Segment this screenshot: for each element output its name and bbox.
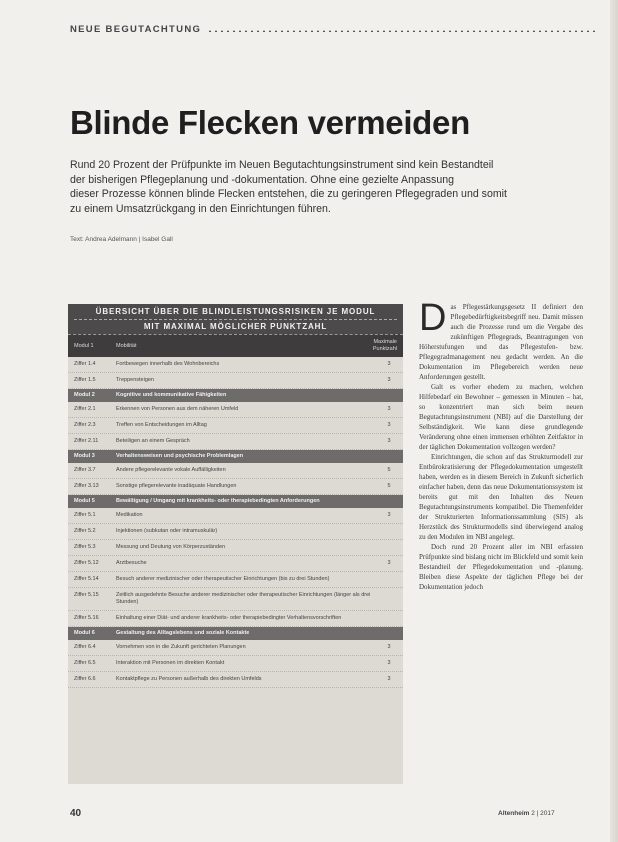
item-label: Messung und Deutung von Körperzuständen: [116, 544, 226, 550]
item-label: Erkennen von Personen aus dem näheren Umfeld: [116, 406, 239, 412]
item-points: 3: [387, 660, 391, 666]
table-row: [68, 479, 403, 495]
item-label: Einhaltung einer Diät- und anderer krankheits- oder therapiebedingter Verhaltensvorschriften: [116, 615, 342, 621]
item-points: 3: [387, 361, 391, 367]
article-title: Blinde Flecken vermeiden: [70, 104, 470, 141]
table-column-header: [68, 334, 403, 357]
item-number: Ziffer 6.6: [74, 676, 96, 682]
table-row: [68, 556, 403, 572]
table-row: [68, 463, 403, 479]
item-label: Arztbesuche: [116, 560, 147, 566]
table-row: [68, 656, 403, 672]
body-paragraph: as Pflegestärkungsgesetz II definiert den Pflegebedürftigkeitsbegriff neu. Damit müssen auch die Prozesse rund um die Vergabe des zukünftigen Pflegegrads, Beantragungen von Höherstufungen und das Pflegestufen- bzw. Pflegegradmanagement neu gedacht werden. An die Dokumentation im Pflegebereich werden neue Anforderungen gestellt.: [419, 303, 583, 381]
table-row: [68, 672, 403, 688]
table-row: [68, 611, 403, 627]
table-row: [68, 508, 403, 524]
item-number: Ziffer 1.5: [74, 377, 96, 383]
item-number: Ziffer 2.11: [74, 438, 99, 444]
issue-number: 2 | 2017: [531, 810, 555, 817]
item-label: Andere pflegerelevante vokale Auffälligkeiten: [116, 467, 226, 473]
section-tag: NEUE BEGUTACHTUNG: [70, 24, 202, 35]
module-label: Modul 1: [74, 343, 94, 349]
item-points: 3: [387, 560, 391, 566]
page-number: 40: [70, 808, 82, 819]
module-label: Modul 5: [74, 498, 95, 504]
table-row: [68, 524, 403, 540]
item-number: Ziffer 5.12: [74, 560, 99, 566]
item-label: Sonstige pflegerelevante inadäquate Handlungen: [116, 483, 237, 489]
item-number: Ziffer 5.1: [74, 512, 96, 518]
lead-line: dieser Prozesse können blinde Flecken entstehen, die zu geringeren Pflegegraden und somit: [70, 188, 507, 200]
item-number: Ziffer 5.15: [74, 592, 99, 598]
item-label: Treffen von Entscheidungen im Alltag: [116, 422, 207, 428]
item-points: 3: [387, 512, 391, 518]
item-number: Ziffer 5.14: [74, 576, 99, 582]
section-header: [70, 24, 598, 35]
item-points: 3: [387, 676, 391, 682]
dropcap: D: [419, 297, 447, 339]
module-label: Modul 6: [74, 630, 95, 636]
item-points: 5: [387, 483, 391, 489]
module-title: Mobilität: [116, 343, 137, 349]
item-label: Besuch anderer medizinischer oder therapeutischer Einrichtungen (bis zu drei Stunden): [116, 576, 330, 582]
body-paragraph: Doch rund 20 Prozent aller im NBI erfassten Prüfpunkte sind bislang nicht im Blickfeld und somit kein Bestandteil der Pflegedokumentation und -planung. Bleiben diese Aspekte der täglichen Pflege bei der Dokumentation jedoch: [419, 543, 583, 591]
module-row: [68, 450, 403, 463]
lead-line: Rund 20 Prozent der Prüfpunkte im Neuen Begutachtungsinstrument sind kein Bestandteil: [70, 159, 494, 171]
lead-line: zu einem Umsatzrückgang in den Einrichtungen führen.: [70, 202, 331, 215]
article-body: [419, 297, 583, 592]
item-number: Ziffer 5.16: [74, 615, 99, 621]
item-label: Medikation: [116, 512, 143, 518]
table-row: [68, 588, 403, 611]
module-row: [68, 495, 403, 508]
item-number: Ziffer 3.7: [74, 467, 96, 473]
module-label: Modul 3: [74, 453, 95, 459]
body-paragraph: Einrichtungen, die schon auf das Strukturmodell zur Entbürokratisierung der Pflegedokumentation umgestellt haben, werden es in diesem Bereich in Zukunft sicherlich einfacher haben, denn das neue Dokumentationssystem ist bereits gut mit den Inhalten des Neuen Begutachtungsinstruments kompatibel. Die Themenfelder der Strukturierten Informationssammlung (SIS) als Herzstück des Strukturmodells sind überwiegend analog zu den Modulen im NBI angelegt.: [419, 453, 583, 541]
module-title: Gestaltung des Alltagslebens und soziale Kontakte: [116, 630, 250, 636]
item-points: 5: [387, 467, 391, 473]
table-row: [68, 357, 403, 373]
module-title: Verhaltensweisen und psychische Problemlagen: [116, 453, 244, 459]
item-number: Ziffer 2.3: [74, 422, 96, 428]
module-label: Modul 2: [74, 392, 95, 398]
item-number: Ziffer 1.4: [74, 361, 96, 367]
magazine-name: Altenheim: [498, 810, 530, 817]
item-label: Interaktion mit Personen im direkten Kontakt: [116, 660, 225, 666]
table-row: [68, 572, 403, 588]
max-points-header: Maximale Punktzahl: [372, 339, 397, 352]
item-label: Zeitlich ausgedehnte Besuche anderer medizinischer oder therapeutischer Einrichtungen (länger als drei Stunden): [116, 592, 371, 605]
article-lead: [70, 158, 560, 216]
module-title: Bewältigung / Umgang mit krankheits- oder therapiebedingten Anforderungen: [116, 498, 320, 504]
item-number: Ziffer 5.3: [74, 544, 96, 550]
item-points: 3: [387, 644, 391, 650]
item-number: Ziffer 6.4: [74, 644, 96, 650]
table-row: [68, 402, 403, 418]
item-points: 3: [387, 438, 391, 444]
dotted-rule: [207, 30, 598, 32]
overview-table-box: [68, 304, 403, 784]
item-label: Treppensteigen: [116, 377, 155, 383]
item-number: Ziffer 2.1: [74, 406, 96, 412]
table-row: [68, 373, 403, 389]
module-row: [68, 389, 403, 402]
body-paragraph: Galt es vorher ehedem zu machen, welchen Hilfebedarf ein Bewohner – gemessen in Minuten – hat, so konzentriert man sich beim neuen Begutachtungsinstrument (NBI) auf die Darstellung der Selbständigkeit. Wie kann diese grundlegende Veränderung ohne einen immensen erhöhten Zeitfaktor in der täglichen Dokumentation vollzogen werden?: [419, 383, 583, 451]
module-title: Kognitive und kommunikative Fähigkeiten: [116, 392, 227, 398]
item-label: Fortbewegen innerhalb des Wohnbereichs: [116, 361, 220, 367]
item-number: Ziffer 5.2: [74, 528, 96, 534]
byline: Text: Andrea Adelmann | Isabel Gall: [70, 236, 173, 243]
overview-table-title: [68, 304, 403, 334]
table-title-line: MIT MAXIMAL MÖGLICHER PUNKTZAHL: [143, 322, 328, 331]
item-number: Ziffer 3.13: [74, 483, 99, 489]
item-label: Kontaktpflege zu Personen außerhalb des direkten Umfelds: [116, 676, 262, 682]
item-points: 3: [387, 422, 391, 428]
table-rows: [68, 357, 403, 688]
item-points: 3: [387, 406, 391, 412]
item-label: Beteiligen an einem Gespräch: [116, 438, 190, 444]
table-row: [68, 434, 403, 450]
item-number: Ziffer 6.5: [74, 660, 96, 666]
module-row: [68, 627, 403, 640]
item-points: 3: [387, 377, 391, 383]
table-row: [68, 540, 403, 556]
table-title-line: ÜBERSICHT ÜBER DIE BLINDLEISTUNGSRISIKEN JE MODUL: [95, 307, 376, 316]
table-row: [68, 418, 403, 434]
table-row: [68, 640, 403, 656]
page-edge: [610, 0, 618, 842]
title-separator: [74, 319, 397, 320]
item-label: Injektionen (subkutan oder intramuskulär): [116, 528, 218, 534]
lead-line: der bisherigen Pflegeplanung und -dokumentation. Ohne eine gezielte Anpassung: [70, 173, 455, 186]
item-label: Vornehmen von in die Zukunft gerichteten Planungen: [116, 644, 246, 650]
footer-magazine: [498, 810, 555, 817]
